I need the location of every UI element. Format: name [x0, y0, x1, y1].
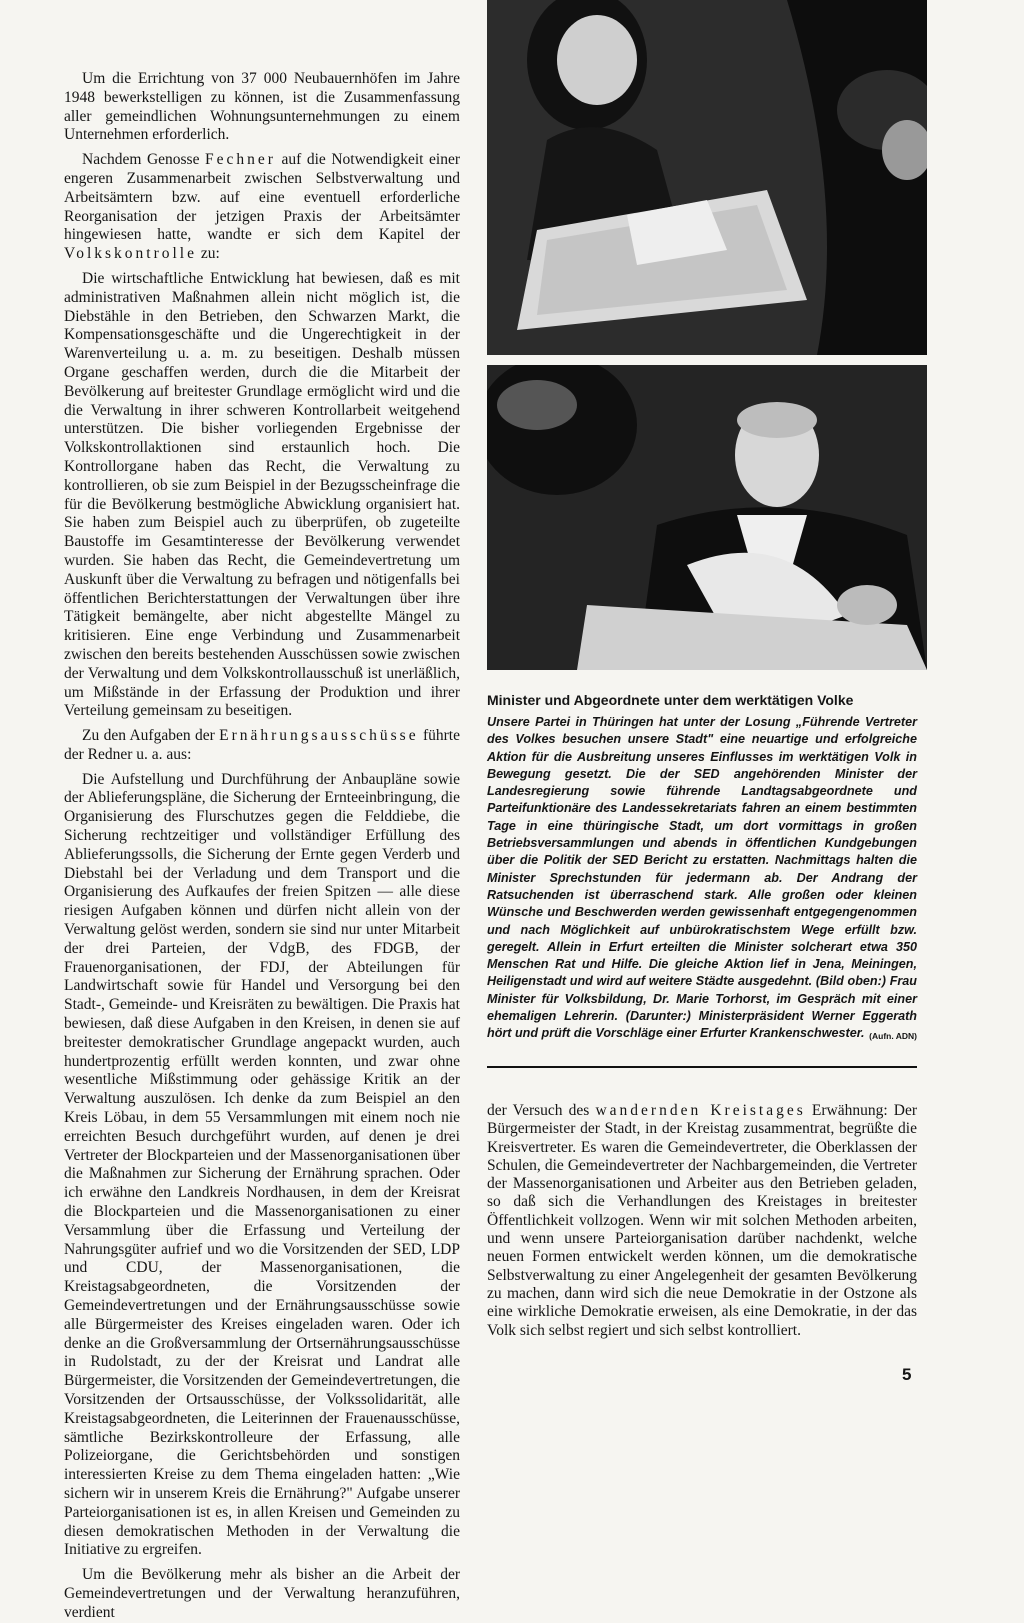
photo-minister-conversation — [487, 0, 927, 355]
paragraph: Zu den Aufgaben der Ernährungsausschüsse führte der Redner u. a. aus: — [64, 727, 460, 763]
emphasized-term: wandernden Kreistages — [595, 1102, 806, 1119]
photo-bottom-illustration — [487, 365, 927, 670]
left-text-column — [64, 70, 460, 1623]
emphasized-name: Fechner — [205, 151, 276, 169]
divider-rule — [487, 1066, 917, 1068]
paragraph: Um die Errichtung von 37 000 Neubauernhöfen im Jahre 1948 bewerkstelligen zu können, ist die Zusammenfassung aller gemeindlichen Wohnungsunternehmungen zu einem Unternehmen erforderlich. — [64, 70, 460, 144]
emphasized-term: Volkskontrolle — [64, 245, 197, 263]
caption-body: Unsere Partei in Thüringen hat unter der Losung „Führende Vertreter des Volkes besuchen unsere Stadt" eine neuartige und erfolgreiche Aktion für die Ausbreitung unseres Einflusses im werktätigen Volk in Bewegung gesetzt. Die der SED angehörenden Minister der Landesregierung sowie führende Landtagsabgeordnete und Parteifunktionäre des Landessekretariats fahren an einem bestimmten Tage in eine thüringische Stadt, um dort vormittags in großen Betriebsversammlungen und abends in öffentlichen Kundgebungen über die Politik der SED Bericht zu erstatten. Nachmittags halten die Minister Sprechstunden für jedermann ab. Der Andrang der Ratsuchenden ist überraschend stark. Alle großen oder kleinen Wünsche und Beschwerden werden gewissenhaft entgegengenommen und nach Möglichkeit auf unbürokratischstem Wege erfüllt bzw. geregelt. Allein in Erfurt erteilten die Minister solcherart etwa 350 Menschen Rat und Hilfe. Die gleiche Aktion lief in Jena, Meiningen, Heiligenstadt und wird auf weitere Städte ausgedehnt. (Bild oben:) Frau Minister für Volksbildung, Dr. Marie Torhorst, im Gespräch mit einer ehemaligen Lehrerin. (Darunter:) Ministerpräsident Werner Eggerath hört und prüft die Vorschläge einer Erfurter Krankenschwester. (Aufn. ADN) — [487, 714, 917, 1043]
emphasized-term: Ernährungsausschüsse — [219, 727, 419, 745]
paragraph: Die Aufstellung und Durchführung der Anbaupläne sowie der Ablieferungspläne, die Sicherung der Ernteeinbringung, die Organisierung des Flurschutzes gegen die Felddiebe, die Sicherung rechtzeitiger und vollständiger Erfüllung des Ablieferungssolls, die Sicherung der Ernte gegen Verderb und Diebstahl bei der Verladung und dem Transport und die Organisierung des Aufkaufes der freien Spitzen — alle diese riesigen Aufgaben können und dürfen nicht allein von der Verwaltung gelöst werden, sondern sie sind nur unter Mitarbeit der drei Parteien, der VdgB, des FDGB, der Frauenorganisationen, der FDJ, der Abteilungen für Landwirtschaft sowie für Handel und Versorgung bei den Stadt-, Gemeinde- und Kreisräten zu bewältigen. Die Praxis hat bewiesen, daß diese Aufgaben in den Kreisen, in denen sie auf breitester demokratischer Grundlage angepackt wurden, auch hundertprozentig erfüllt werden konnten, und zwar ohne wesentliche Mißstimmung oder gehässige Kritik an der Verwaltung auszulösen. Ich denke da zum Beispiel an den Kreis Löbau, in dem 55 Versammlungen mit einem noch nie erreichten Besuch durchgeführt wurden, auf denen je drei Vertreter der Blockparteien und der Massenorganisationen über die Maßnahmen zur Sicherung der Ernährung sprachen. Oder ich erwähne den Landkreis Nordhausen, in dem der Kreisrat die Blockparteien und die Massenorganisationen zu einer Versammlung über die Erfassung und Verteilung der Nahrungsgüter aufrief und wo die Vorsitzenden der SED, LDP und CDU, der Massenorganisationen, die Kreistagsabgeordneten, die Vorsitzenden der Gemeindevertretungen und der Ernährungsausschüsse sowie alle Bürgermeister des Kreises eingeladen waren. Oder ich denke an die Großversammlung der Ortsernährungsausschüsse in Rudolstadt, zu der der Kreisrat und Landrat alle Bürgermeister, die Vorsitzenden der Gemeindevertretungen, die Vorsitzenden der Ortsausschüsse, der Volkssolidarität, alle Kreistagsabgeordneten, die Leiterinnen der Frauenausschüsse, sämtliche Bezirkskontrolleure der Erfassung, alle Polizeiorgane, die Gerichtsbehörden und sonstigen interessierten Kreise zu dem Thema eingeladen hatten: „Wie sichern wir in unserem Kreis die Ernährung?" Aufgabe unserer Parteiorganisationen ist es, in allen Kreisen und Gemeinden zu diesen demokratischen Methoden in der Verwaltung die Initiative zu ergreifen. — [64, 770, 460, 1559]
page-number: 5 — [902, 1365, 912, 1384]
right-text-column — [487, 1102, 917, 1340]
paragraph: Nachdem Genosse Fechner auf die Notwendigkeit einer engeren Zusammenarbeit zwischen Selbstverwaltung und Arbeitsämtern bzw. auf eine eventuell erforderliche Reorganisation der jetzigen Praxis der Arbeitsämter hingewiesen hatte, wandte er sich dem Kapitel der Volkskontrolle zu: — [64, 151, 461, 263]
photo-caption — [487, 692, 917, 1046]
paragraph: Die wirtschaftliche Entwicklung hat bewiesen, daß es mit administrativen Maßnahmen allein nicht möglich ist, die Diebstähle in den Betrieben, den Schwarzen Markt, die Kompensationsgeschäfte und die Ungerechtigkeit in der Warenverteilung u. a. m. zu beseitigen. Deshalb müssen Organe geschaffen werden, durch die die Mitarbeit der Bevölkerung auf breitester Grundlage ermöglicht wird und die die Verwaltung in ihrer schweren Kontrollarbeit weitgehend unterstützen. Die bisher vorliegenden Ergebnisse der Volkskontrollaktionen sind erstaunlich hoch. Die Kontrollorgane haben das Recht, die Verwaltung zu kontrollieren, ob sie zum Beispiel in der Bezugsscheinfrage die für die Bevölkerung bestmögliche Abwicklung organisiert hat. Sie haben zum Beispiel auch zu überprüfen, ob zugeteilte Baustoffe im Gesamtinteresse der Bevölkerung verwendet wurden. Sie haben das Recht, die Gemeindevertretung um Auskunft über die Verwaltung zu befragen und nötigenfalls bei öffentlichen Berichterstattungen der Verwaltungen über ihre Tätigkeit bemängelte, aber nicht abgestellte Mängel zu kritisieren. Eine enge Verbindung und Zusammenarbeit zwischen den bereits bestehenden Ausschüssen sowie zwischen der Verwaltung und dem Volkskontrollausschuß ist unerläßlich, um Mißstände in der Erfassung der Produktion und ihrer Verteilung gemeinsam zu beseitigen. — [64, 269, 460, 720]
photo-minister-president — [487, 365, 927, 670]
paragraph: Um die Bevölkerung mehr als bisher an die Arbeit der Gemeindevertretungen und der Verwaltung heranzuführen, verdient — [64, 1566, 460, 1621]
paragraph: der Versuch des wandernden Kreistages Erwähnung: Der Bürgermeister der Stadt, in der Kreistag zusammentrat, begrüßte die Kreisvertreter. Es waren die Gemeindevertreter, die Oberklassen der Schulen, die Gemeindevertreter der Nachbargemeinden, die Vertreter der Massenorganisationen und Arbeiter aus den Betrieben geladen, so daß sich die Verhandlungen des Kreistages in breitester Öffentlichkeit vollzogen. Wenn wir mit solchen Methoden arbeiten, und wenn unsere Parteiorganisation darüber nachdenkt, welche neuen Formen entwickelt werden können, um die demokratische Selbstverwaltung zu einer Angelegenheit der gesamten Bevölkerung zu machen, dann wird sich die neue Demokratie in der Ostzone als eine wirkliche Demokratie erweisen, als eine Demokratie, in der das Volk sich selbst regiert und sich selbst kontrolliert. — [487, 1102, 917, 1339]
caption-title: Minister und Abgeordnete unter dem werktätigen Volke — [487, 692, 854, 708]
photo-credit: (Aufn. ADN) — [869, 1031, 917, 1042]
photo-top-illustration — [487, 0, 927, 355]
